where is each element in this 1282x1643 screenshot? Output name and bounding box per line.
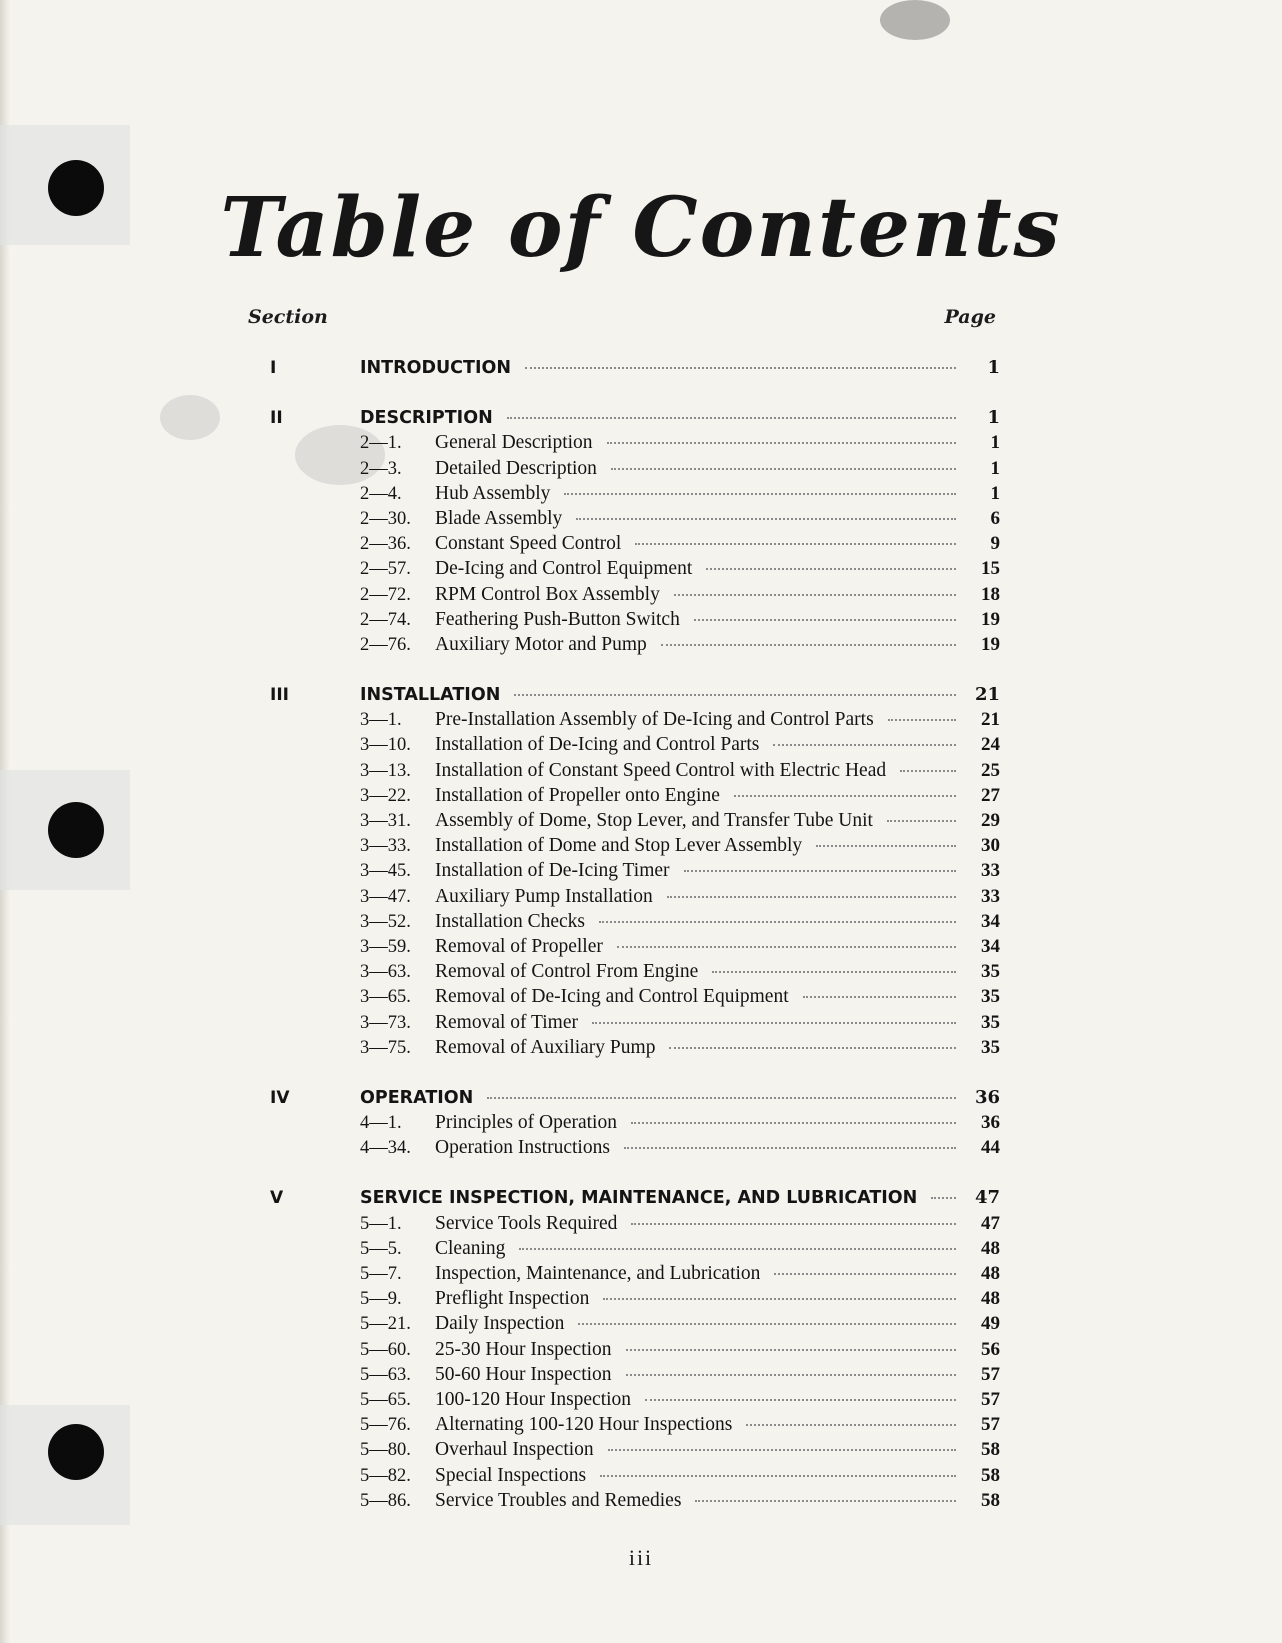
dot-leader	[931, 1197, 956, 1199]
entry-title: Overhaul Inspection	[435, 1439, 594, 1461]
toc-entry	[250, 508, 1000, 533]
entry-page-number: 19	[981, 633, 1000, 655]
entry-paragraph-number: 3—47.	[360, 886, 411, 907]
dot-leader	[674, 594, 956, 596]
entry-title: Removal of Timer	[435, 1011, 579, 1033]
entry-page-number: 57	[981, 1414, 1000, 1436]
toc-entry	[250, 584, 1000, 609]
toc-entry	[250, 1313, 1000, 1338]
entry-paragraph-number: 4—1.	[360, 1113, 402, 1134]
dot-leader	[645, 1399, 956, 1401]
entry-page-number: 25	[981, 759, 1000, 781]
entry-title: 25-30 Hour Inspection	[435, 1338, 612, 1360]
entry-title: Constant Speed Control	[435, 533, 622, 555]
toc-entry	[250, 961, 1000, 986]
toc-entry	[250, 911, 1000, 936]
section-page-number: 36	[974, 1086, 1000, 1108]
dot-leader	[706, 568, 956, 570]
toc-entry	[250, 1288, 1000, 1313]
dot-leader	[603, 1298, 956, 1300]
dot-leader	[592, 1022, 956, 1024]
toc-entry	[250, 483, 1000, 508]
dot-leader	[578, 1323, 956, 1325]
toc-entry	[250, 1238, 1000, 1263]
table-of-contents	[250, 357, 1000, 1540]
entry-page-number: 1	[990, 457, 1000, 479]
entry-title: Removal of Propeller	[435, 935, 603, 957]
entry-paragraph-number: 5—63.	[360, 1364, 411, 1385]
toc-entry	[250, 609, 1000, 634]
dot-leader	[576, 518, 956, 520]
dot-leader	[816, 845, 956, 847]
dot-leader	[624, 1147, 956, 1149]
entry-page-number: 33	[981, 860, 1000, 882]
dot-leader	[611, 468, 956, 470]
dot-leader	[669, 1047, 956, 1049]
entry-paragraph-number: 3—59.	[360, 936, 411, 957]
entry-paragraph-number: 2—3.	[360, 458, 402, 479]
entry-title: Operation Instructions	[435, 1137, 610, 1159]
dot-leader	[734, 795, 956, 797]
entry-page-number: 57	[981, 1363, 1000, 1385]
entry-page-number: 34	[981, 935, 1000, 957]
entry-page-number: 18	[981, 583, 1000, 605]
entry-title: Removal of Auxiliary Pump	[435, 1036, 656, 1058]
entry-page-number: 15	[981, 558, 1000, 580]
punch-hole	[48, 1424, 104, 1480]
entry-page-number: 27	[981, 784, 1000, 806]
smudge-mark	[880, 0, 950, 40]
entry-paragraph-number: 3—22.	[360, 785, 411, 806]
dot-leader	[507, 417, 956, 419]
entry-title: Cleaning	[435, 1237, 506, 1259]
toc-entry	[250, 936, 1000, 961]
dot-leader	[712, 971, 956, 973]
entry-paragraph-number: 5—76.	[360, 1415, 411, 1436]
section-title: SERVICE INSPECTION, MAINTENANCE, AND LUBRICATION	[360, 1188, 918, 1209]
dot-leader	[519, 1248, 956, 1250]
toc-section-heading	[250, 1187, 1000, 1212]
entry-paragraph-number: 2—30.	[360, 508, 411, 529]
entry-paragraph-number: 5—65.	[360, 1389, 411, 1410]
section-title: INSTALLATION	[360, 685, 501, 706]
entry-page-number: 48	[981, 1237, 1000, 1259]
dot-leader	[746, 1424, 956, 1426]
toc-entry	[250, 533, 1000, 558]
entry-title: 100-120 Hour Inspection	[435, 1388, 632, 1410]
toc-entry	[250, 458, 1000, 483]
toc-entry	[250, 1465, 1000, 1490]
entry-page-number: 30	[981, 835, 1000, 857]
dot-leader	[803, 996, 956, 998]
entry-title: Removal of Control From Engine	[435, 961, 699, 983]
dot-leader	[631, 1223, 956, 1225]
entry-page-number: 47	[981, 1212, 1000, 1234]
dot-leader	[773, 744, 956, 746]
section-numeral: III	[270, 685, 289, 706]
section-page-number: 21	[974, 684, 1000, 706]
entry-title: Preflight Inspection	[435, 1288, 590, 1310]
entry-title: Auxiliary Pump Installation	[435, 885, 653, 907]
toc-entry	[250, 760, 1000, 785]
entry-paragraph-number: 3—63.	[360, 962, 411, 983]
toc-entry	[250, 810, 1000, 835]
page-number: iii	[628, 1545, 654, 1570]
entry-title: 50-60 Hour Inspection	[435, 1363, 612, 1385]
toc-entry	[250, 1414, 1000, 1439]
entry-title: Installation of Propeller onto Engine	[435, 784, 720, 806]
dot-leader	[888, 719, 956, 721]
dot-leader	[599, 921, 956, 923]
toc-entry	[250, 634, 1000, 659]
dot-leader	[525, 367, 956, 369]
toc-entry	[250, 1263, 1000, 1288]
toc-entry	[250, 860, 1000, 885]
dot-leader	[600, 1475, 956, 1477]
entry-title: Detailed Description	[435, 457, 597, 479]
entry-page-number: 48	[981, 1263, 1000, 1284]
entry-paragraph-number: 3—73.	[360, 1012, 411, 1033]
entry-title: Principles of Operation	[435, 1112, 617, 1134]
entry-paragraph-number: 5—21.	[360, 1314, 411, 1335]
entry-title: Pre-Installation Assembly of De-Icing and Control Parts	[435, 709, 874, 731]
entry-paragraph-number: 2—4.	[360, 483, 402, 504]
entry-paragraph-number: 3—45.	[360, 861, 411, 882]
dot-leader	[694, 619, 956, 621]
toc-entry	[250, 1490, 1000, 1515]
entry-page-number: 19	[981, 608, 1000, 630]
toc-entry	[250, 734, 1000, 759]
entry-paragraph-number: 5—1.	[360, 1213, 402, 1234]
entry-page-number: 58	[981, 1439, 1000, 1461]
entry-page-number: 34	[981, 910, 1000, 932]
toc-entry	[250, 886, 1000, 911]
entry-title: Installation of Dome and Stop Lever Assembly	[435, 835, 803, 857]
section-numeral: V	[270, 1188, 284, 1209]
entry-paragraph-number: 3—31.	[360, 811, 411, 831]
section-numeral: IV	[270, 1087, 290, 1108]
toc-entry	[250, 785, 1000, 810]
entry-page-number: 58	[981, 1464, 1000, 1486]
toc-section	[250, 1187, 1000, 1514]
dot-leader	[661, 644, 956, 646]
entry-title: Installation Checks	[435, 910, 586, 932]
entry-paragraph-number: 5—7.	[360, 1264, 402, 1284]
toc-section-heading	[250, 407, 1000, 432]
dot-leader	[626, 1349, 956, 1351]
section-title: DESCRIPTION	[360, 408, 493, 429]
entry-paragraph-number: 3—13.	[360, 760, 411, 781]
toc-entry	[250, 558, 1000, 583]
toc-entry	[250, 1339, 1000, 1364]
entry-title: Auxiliary Motor and Pump	[435, 633, 647, 655]
entry-paragraph-number: 5—60.	[360, 1339, 411, 1360]
page-title: Table of Contents	[220, 180, 1062, 276]
entry-page-number: 48	[981, 1288, 1000, 1310]
section-column-label: Section	[248, 306, 328, 328]
toc-entry	[250, 1037, 1000, 1062]
entry-paragraph-number: 5—82.	[360, 1465, 411, 1486]
entry-page-number: 36	[981, 1112, 1000, 1134]
entry-page-number: 24	[981, 734, 1000, 756]
entry-paragraph-number: 3—75.	[360, 1037, 411, 1058]
toc-entry	[250, 1213, 1000, 1238]
dot-leader	[887, 820, 956, 822]
dot-leader	[695, 1500, 956, 1502]
section-numeral: I	[270, 358, 277, 378]
entry-title: Removal of De-Icing and Control Equipment	[435, 986, 789, 1008]
section-page-number: 1	[987, 407, 1000, 429]
dot-leader	[607, 442, 956, 444]
toc-entry	[250, 1364, 1000, 1389]
dot-leader	[608, 1449, 956, 1451]
entry-paragraph-number: 2—74.	[360, 609, 411, 630]
entry-page-number: 35	[981, 1011, 1000, 1033]
entry-page-number: 56	[981, 1338, 1000, 1360]
entry-page-number: 35	[981, 961, 1000, 983]
dot-leader	[774, 1273, 956, 1275]
dot-leader	[626, 1374, 956, 1376]
dot-leader	[684, 870, 956, 872]
entry-title: Installation of De-Icing and Control Parts	[435, 734, 760, 756]
toc-entry	[250, 1439, 1000, 1464]
entry-paragraph-number: 2—57.	[360, 559, 411, 580]
toc-section	[250, 684, 1000, 1062]
entry-title: Feathering Push-Button Switch	[435, 608, 680, 630]
dot-leader	[631, 1122, 956, 1124]
toc-section	[250, 407, 1000, 659]
section-title: OPERATION	[360, 1087, 474, 1108]
section-page-number: 1	[987, 357, 1000, 378]
entry-page-number: 35	[981, 1036, 1000, 1058]
entry-paragraph-number: 3—10.	[360, 735, 411, 756]
entry-title: Special Inspections	[435, 1464, 587, 1486]
toc-entry	[250, 432, 1000, 457]
entry-title: Installation of Constant Speed Control with Electric Head	[435, 759, 887, 781]
toc-entry	[250, 835, 1000, 860]
toc-entry	[250, 1012, 1000, 1037]
toc-entry	[250, 709, 1000, 734]
entry-page-number: 1	[990, 432, 1000, 454]
entry-paragraph-number: 3—1.	[360, 710, 402, 731]
entry-page-number: 44	[981, 1137, 1000, 1159]
entry-page-number: 49	[981, 1313, 1000, 1335]
entry-page-number: 1	[990, 482, 1000, 504]
entry-page-number: 35	[981, 986, 1000, 1008]
dot-leader	[514, 694, 956, 696]
smudge-mark	[160, 395, 220, 440]
toc-entry	[250, 1137, 1000, 1162]
page-column-label: Page	[944, 306, 996, 328]
entry-title: Service Troubles and Remedies	[435, 1489, 682, 1511]
toc-section	[250, 357, 1000, 382]
entry-paragraph-number: 4—34.	[360, 1138, 411, 1159]
entry-title: Service Tools Required	[435, 1212, 618, 1234]
entry-paragraph-number: 2—76.	[360, 634, 411, 655]
entry-paragraph-number: 5—9.	[360, 1289, 402, 1310]
entry-paragraph-number: 2—72.	[360, 584, 411, 605]
section-numeral: II	[270, 408, 283, 429]
dot-leader	[635, 543, 956, 545]
entry-page-number: 21	[981, 709, 1000, 731]
toc-section-heading	[250, 684, 1000, 709]
entry-title: Inspection, Maintenance, and Lubrication	[435, 1263, 761, 1284]
entry-title: General Description	[435, 432, 593, 454]
toc-entry	[250, 986, 1000, 1011]
dot-leader	[667, 896, 956, 898]
entry-paragraph-number: 3—33.	[360, 836, 411, 857]
entry-paragraph-number: 2—1.	[360, 433, 402, 454]
entry-title: Installation of De-Icing Timer	[435, 860, 670, 882]
dot-leader	[900, 770, 956, 772]
toc-section-heading	[250, 1087, 1000, 1112]
entry-paragraph-number: 5—86.	[360, 1490, 411, 1511]
entry-page-number: 9	[990, 533, 1000, 555]
entry-title: De-Icing and Control Equipment	[435, 558, 693, 580]
entry-title: Blade Assembly	[435, 507, 563, 529]
section-title: INTRODUCTION	[360, 358, 511, 378]
toc-section-heading	[250, 357, 1000, 382]
entry-page-number: 58	[981, 1489, 1000, 1511]
entry-page-number: 57	[981, 1388, 1000, 1410]
entry-page-number: 6	[990, 507, 1000, 529]
entry-paragraph-number: 5—5.	[360, 1238, 402, 1259]
toc-entry	[250, 1112, 1000, 1137]
dot-leader	[564, 493, 956, 495]
entry-title: Daily Inspection	[435, 1313, 565, 1335]
entry-paragraph-number: 2—36.	[360, 534, 411, 555]
entry-page-number: 29	[981, 810, 1000, 831]
entry-paragraph-number: 3—52.	[360, 911, 411, 932]
entry-page-number: 33	[981, 885, 1000, 907]
toc-entry	[250, 1389, 1000, 1414]
dot-leader	[617, 946, 956, 948]
toc-section	[250, 1087, 1000, 1163]
entry-title: Alternating 100-120 Hour Inspections	[435, 1414, 733, 1436]
entry-title: RPM Control Box Assembly	[435, 583, 660, 605]
entry-paragraph-number: 3—65.	[360, 987, 411, 1008]
entry-title: Hub Assembly	[435, 482, 551, 504]
punch-hole	[48, 802, 104, 858]
entry-title: Assembly of Dome, Stop Lever, and Transfer Tube Unit	[435, 810, 873, 831]
section-page-number: 47	[974, 1187, 1000, 1209]
entry-paragraph-number: 5—80.	[360, 1440, 411, 1461]
dot-leader	[487, 1097, 956, 1099]
